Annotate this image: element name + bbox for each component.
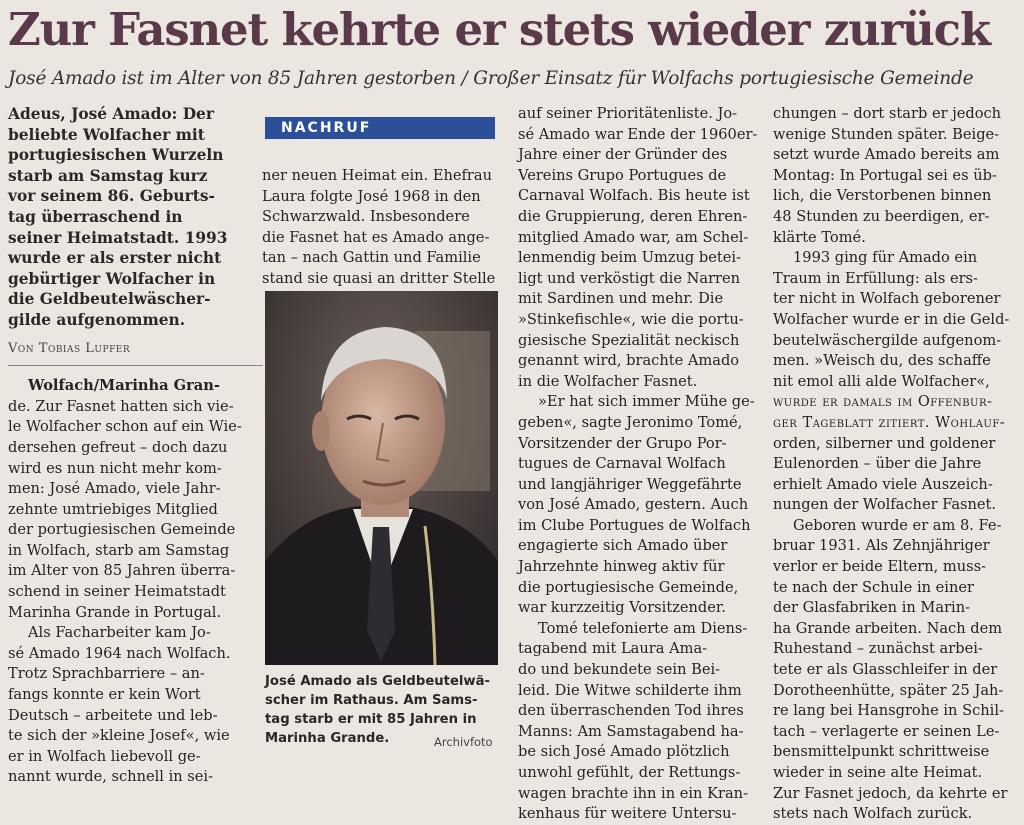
subheadline: José Amado ist im Alter von 85 Jahren gestorben / Großer Einsatz für Wolfachs portugiesische Gemeinde <box>8 68 974 89</box>
body-line: wieder in seine alte Heimat. <box>773 764 983 781</box>
body-line: stets nach Wolfach zurück. <box>773 805 973 823</box>
body-line: te sich der »kleine Josef«, wie <box>8 727 230 745</box>
body-line: 48 Stunden zu beerdigen, er- <box>773 207 990 225</box>
body-line: erhielt Amado viele Auszeich- <box>773 475 993 493</box>
body-line: mitglied Amado war, am Schel- <box>518 228 749 246</box>
body-line: zehnte umtriebiges Mitglied <box>8 500 218 518</box>
body-line: der portugiesischen Gemeinde <box>8 521 236 539</box>
body-line: tan – nach Gattin und Familie <box>262 249 481 267</box>
caption-line: scher im Rathaus. Am Sams- <box>265 693 478 708</box>
caption-line: tag starb er mit 85 Jahren in <box>265 712 477 727</box>
body-line: nungen der Wolfacher Fasnet. <box>773 496 997 514</box>
lead-line: die Geldbeutelwäscher- <box>8 290 211 309</box>
body-line: Traum in Erfüllung: als ers- <box>773 269 978 287</box>
body-line: Montag: In Portugal sei es üb- <box>773 166 997 184</box>
body-line: tugues de Carnaval Wolfach <box>518 455 726 473</box>
body-line: unwohl gefühlt, der Rettungs- <box>518 764 741 781</box>
body-line: im Clube Portugues de Wolfach <box>518 516 751 534</box>
body-line: ligt und verköstigt die Narren <box>518 269 741 287</box>
lead-line: wurde er als erster nicht <box>8 249 222 268</box>
body-line: und langjähriger Weggefährte <box>518 475 742 493</box>
lead-line: vor seinem 86. Geburts- <box>8 187 215 206</box>
body-line: nannt wurde, schnell in sei- <box>8 768 214 786</box>
body-line: Wolfacher wurde er in die Geld- <box>773 310 1010 328</box>
body-line: stand sie quasi an dritter Stelle <box>262 269 496 287</box>
body-line: Dorotheenhütte, später 25 Jah- <box>773 681 1004 699</box>
body-line: orden, silberner und goldener <box>773 434 996 452</box>
photo-credit: Archivfoto <box>434 735 493 749</box>
column-1 <box>8 104 266 788</box>
lead-line: beliebte Wolfacher mit <box>8 125 205 144</box>
body-line: Vorsitzender der Grupo Por- <box>518 434 727 452</box>
body-line: wenige Stunden später. Beige- <box>773 125 1000 143</box>
body-line: geben«, sagte Jeronimo Tomé, <box>518 413 743 431</box>
body-line: kenhaus für weitere Untersu- <box>518 805 737 823</box>
body-line: lich, die Verstorbenen binnen <box>773 187 992 205</box>
body-line: be sich José Amado plötzlich <box>518 743 730 761</box>
body-line: die portugiesische Gemeinde, <box>518 578 739 596</box>
body-line: fangs konnte er kein Wort <box>8 686 201 704</box>
body-line: den überraschenden Tod ihres <box>518 702 744 720</box>
body-line: tete er als Glasschleifer in der <box>773 661 998 679</box>
body-line: mit Sardinen und mehr. Die <box>518 290 724 308</box>
body-line: Trotz Sprachbarriere – an- <box>8 665 205 683</box>
body-line: »Er hat sich immer Mühe ge- <box>538 393 755 411</box>
body-line: Als Facharbeiter kam Jo- <box>28 624 211 642</box>
body-line: Deutsch – arbeitete und leb- <box>8 706 218 724</box>
body-line: Manns: Am Samstagabend ha- <box>518 722 744 740</box>
body-line: wird es nun nicht mehr kom- <box>8 459 222 477</box>
body-line: klärte Tomé. <box>773 228 866 246</box>
body-line: ger Tageblatt zitiert. Wohlauf- <box>773 413 1006 431</box>
body-line: Wolfach/Marinha Gran- <box>28 377 220 395</box>
body-line: engagierte sich Amado über <box>518 537 728 555</box>
body-line: Geboren wurde er am 8. Fe- <box>793 516 1002 534</box>
body-line: wagen brachte ihn in ein Kran- <box>518 784 749 802</box>
body-line: wurde er damals im Offenbur- <box>773 393 993 411</box>
body-line: Zur Fasnet jedoch, da kehrte er <box>773 784 1008 802</box>
lead-line: seiner Heimatstadt. 1993 <box>8 228 228 247</box>
body-line: im Alter von 85 Jahren überra- <box>8 562 236 580</box>
byline-divider <box>8 365 263 366</box>
body-line: ner neuen Heimat ein. Ehefrau <box>262 167 492 184</box>
body-line: von José Amado, gestern. Auch <box>518 496 749 514</box>
body-line: Tomé telefonierte am Diens- <box>538 619 748 637</box>
body-line: war kurzzeitig Vorsitzender. <box>518 599 726 617</box>
body-line: die Fasnet hat es Amado ange- <box>262 228 490 246</box>
body-line: le Wolfacher schon auf ein Wie- <box>8 418 242 436</box>
body-line: re lang bei Hansgrohe in Schil- <box>773 702 1004 720</box>
body-line: Carnaval Wolfach. Bis heute ist <box>518 187 750 205</box>
body-line: chungen – dort starb er jedoch <box>773 105 1002 122</box>
body-line: in die Wolfacher Fasnet. <box>518 372 698 390</box>
body-line: genannt wird, brachte Amado <box>518 352 740 370</box>
body-line: dersehen gefreut – doch dazu <box>8 438 228 456</box>
body-line: Jahre einer der Gründer des <box>518 146 728 164</box>
body-line: tach – verlagerte er seinen Le- <box>773 722 1000 740</box>
body-line: nit emol alli alde Wolfacher«, <box>773 372 990 390</box>
portrait-image <box>265 291 498 665</box>
body-line: 1993 ging für Amado ein <box>793 249 978 267</box>
body-line: in Wolfach, starb am Samstag <box>8 541 230 559</box>
body-line: men. »Weisch du, des schaffe <box>773 352 991 370</box>
column-2 <box>262 166 502 290</box>
body-line: Marinha Grande in Portugal. <box>8 603 222 621</box>
lead-line: gilde aufgenommen. <box>8 310 186 329</box>
body-line: er in Wolfach liebevoll ge- <box>8 747 201 765</box>
body-line: Laura folgte José 1968 in den <box>262 187 481 205</box>
body-line: sé Amado 1964 nach Wolfach. <box>8 644 231 662</box>
body-line: Vereins Grupo Portugues de <box>518 166 727 184</box>
body-line: die Gruppierung, deren Ehren- <box>518 207 748 225</box>
portrait-photo <box>265 291 498 665</box>
column-4 <box>773 104 1019 825</box>
headline: Zur Fasnet kehrte er stets wieder zurück <box>8 3 990 56</box>
body-line: »Stinkefischle«, wie die portu- <box>518 310 744 328</box>
body-line: setzt wurde Amado bereits am <box>773 146 1000 164</box>
body-line: verlor er beide Eltern, muss- <box>773 558 987 576</box>
body-line: schend in seiner Heimatstadt <box>8 583 226 601</box>
lead-line: Adeus, José Amado: Der <box>8 105 214 123</box>
body-line: bensmittelpunkt schrittweise <box>773 743 990 761</box>
body-line: tagabend mit Laura Ama- <box>518 640 708 658</box>
kicker-label: NACHRUF <box>265 117 495 139</box>
body-line: der Glasfabriken in Marin- <box>773 599 971 617</box>
body-line: ha Grande arbeiten. Nach dem <box>773 619 1003 637</box>
byline: Von Tobias Lupfer <box>8 340 131 356</box>
body-line: Eulenorden – über die Jahre <box>773 455 982 473</box>
body-line: de. Zur Fasnet hatten sich vie- <box>8 397 234 415</box>
lead-line: gebürtiger Wolfacher in <box>8 269 216 288</box>
lead-line: starb am Samstag kurz <box>8 166 208 185</box>
body-line: te nach der Schule in einer <box>773 578 974 596</box>
lead-paragraph <box>8 104 266 331</box>
body-line: ter nicht in Wolfach geborener <box>773 290 1001 308</box>
body-line: men: José Amado, viele Jahr- <box>8 480 221 498</box>
body-line: leid. Die Witwe schilderte ihm <box>518 681 742 699</box>
caption-line: José Amado als Geldbeutelwä- <box>265 674 490 689</box>
lead-line: tag überraschend in <box>8 207 183 226</box>
body-line: Schwarzwald. Insbesondere <box>262 208 470 226</box>
body-line: bruar 1931. Als Zehnjähriger <box>773 537 990 555</box>
caption-line: Marinha Grande. <box>265 731 390 746</box>
body-line: lenmendig beim Umzug betei- <box>518 249 741 267</box>
body-line: Ruhestand – zunächst arbei- <box>773 640 983 658</box>
body-line: do und bekundete sein Bei- <box>518 661 721 679</box>
column-1-body <box>8 376 266 788</box>
body-line: sé Amado war Ende der 1960er- <box>518 125 758 143</box>
body-line: Jahrzehnte hinweg aktiv für <box>518 558 725 576</box>
body-line: auf seiner Prioritätenliste. Jo- <box>518 105 738 122</box>
body-line: giesische Spezialität neckisch <box>518 331 740 349</box>
column-3 <box>518 104 763 825</box>
body-line: beutelwäschergilde aufgenom- <box>773 331 1002 349</box>
lead-line: portugiesischen Wurzeln <box>8 146 224 165</box>
